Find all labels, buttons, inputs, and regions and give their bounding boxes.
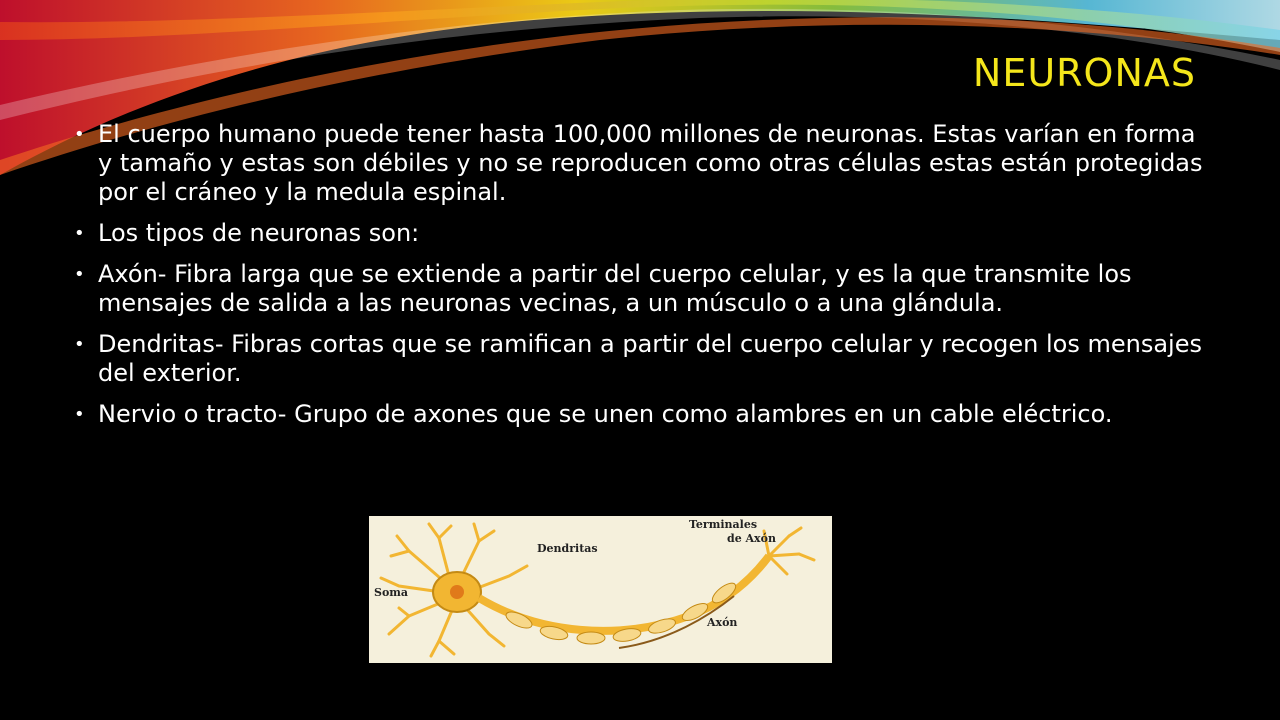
bullet-dot: •	[74, 223, 85, 244]
bullet-dot: •	[74, 124, 85, 145]
nucleus-shape	[450, 585, 464, 599]
bullet-list	[74, 120, 1214, 441]
bullet-dot: •	[74, 404, 85, 425]
bullet-text: Axón- Fibra larga que se extiende a partir del cuerpo celular, y es la que transmite los mensajes de salida a las neuronas vecinas, a un músculo o a una glándula.	[98, 260, 1132, 317]
neuron-illustration	[369, 516, 832, 663]
bullet-item	[74, 400, 1214, 429]
bullet-dot: •	[74, 334, 85, 355]
myelin-sheath	[504, 580, 739, 644]
label-soma: Soma	[374, 586, 409, 599]
bullet-item	[74, 330, 1214, 388]
label-axon: Axón	[707, 616, 738, 629]
bullet-text: Los tipos de neuronas son:	[98, 219, 420, 247]
label-terminales-2: de Axón	[727, 532, 776, 545]
label-dendritas: Dendritas	[537, 542, 598, 555]
bullet-text: Nervio o tracto- Grupo de axones que se unen como alambres en un cable eléctrico.	[98, 400, 1113, 428]
bullet-text: Dendritas- Fibras cortas que se ramifican a partir del cuerpo celular y recogen los mensajes del exterior.	[98, 330, 1202, 387]
bullet-item	[74, 120, 1214, 207]
bullet-item	[74, 219, 1214, 248]
neuron-diagram	[369, 516, 832, 663]
bullet-dot: •	[74, 264, 85, 285]
slide-title: NEURONAS	[972, 51, 1196, 95]
bullet-text: El cuerpo humano puede tener hasta 100,000 millones de neuronas. Estas varían en forma y tamaño y estas son débiles y no se reproducen como otras células estas están protegidas por el cráneo y la medula espinal.	[98, 120, 1203, 206]
label-terminales-1: Terminales	[689, 518, 758, 531]
bullet-item	[74, 260, 1214, 318]
